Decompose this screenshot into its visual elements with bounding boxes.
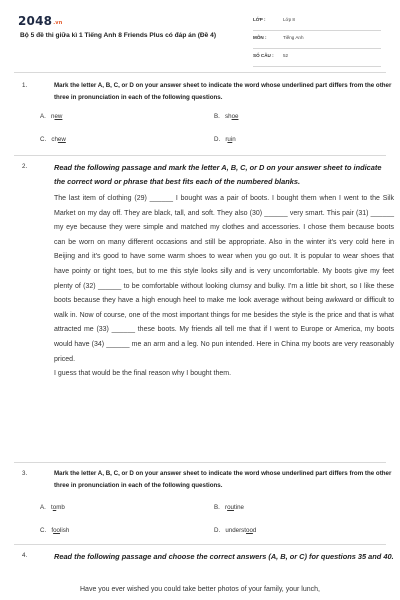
page-header (0, 0, 400, 64)
option-text: tine (233, 504, 244, 511)
question-instruction: Read the following passage and mark the letter A, B, C, or D on your answer sheet to indicate the correct word or phrase that best fits each of the numbered blanks. (54, 163, 382, 186)
divider (14, 462, 386, 463)
option-a[interactable] (40, 113, 62, 120)
option-text: sh (225, 113, 232, 120)
question-instruction: Mark the letter A, B, C, or D on your answer sheet to indicate the word whose underlined part differs from the other three in pronunciation in each of the following questions. (54, 470, 392, 489)
option-d[interactable] (214, 136, 236, 143)
option-a[interactable] (40, 504, 65, 511)
meta-label: MÔN : (253, 35, 267, 40)
option-underlined: oo (53, 527, 60, 534)
meta-row-subject (253, 32, 381, 49)
question-instruction: Read the following passage and choose the correct answers (A, B, or C) for questions 35 and 40. (54, 552, 394, 561)
option-d[interactable] (214, 527, 256, 534)
question-2 (14, 161, 394, 461)
question-number: 3. (22, 470, 28, 477)
option-text: lish (59, 527, 70, 534)
question-number: 1. (22, 82, 28, 89)
option-underlined: o (52, 504, 57, 511)
option-underlined: ou (227, 504, 234, 511)
question-instruction: Mark the letter A, B, C, or D on your answer sheet to indicate the word whose underlined part differs from the other three in pronunciation in each of the following questions. (54, 82, 392, 101)
meta-value: Tiếng Anh (283, 35, 304, 40)
option-text: n (51, 113, 55, 120)
option-letter: D. (214, 527, 221, 534)
option-letter: A. (40, 113, 46, 120)
question-1 (14, 80, 392, 152)
option-text: t (51, 504, 53, 511)
meta-row-class (253, 14, 381, 31)
meta-row-count (253, 50, 381, 67)
question-3 (14, 468, 392, 542)
option-underlined: oo (246, 527, 253, 534)
divider (14, 155, 386, 156)
option-c[interactable] (40, 136, 66, 143)
option-underlined: ew (54, 113, 63, 120)
option-letter: A. (40, 504, 46, 511)
question-4 (14, 550, 394, 600)
meta-value: 52 (283, 53, 289, 58)
option-text: r (225, 136, 228, 143)
option-text: underst (225, 527, 246, 534)
divider (14, 72, 386, 73)
logo-text: 2048 (18, 14, 53, 28)
option-letter: B. (214, 504, 220, 511)
option-text: f (51, 527, 54, 534)
option-text: d (252, 527, 257, 534)
question-number: 2. (22, 163, 28, 170)
option-letter: B. (214, 113, 220, 120)
option-c[interactable] (40, 527, 69, 534)
option-text: ch (51, 136, 58, 143)
option-b[interactable] (214, 113, 238, 120)
passage-closing: I guess that would be the final reason why I bought them. (54, 370, 232, 378)
meta-value: Lớp 8 (283, 17, 295, 22)
option-underlined: ew (57, 136, 66, 143)
reading-passage-start: Have you ever wished you could take better photos of your family, your lunch, (80, 586, 320, 593)
option-b[interactable] (214, 504, 244, 511)
option-letter: D. (214, 136, 221, 143)
option-letter: C. (40, 527, 47, 534)
option-text: mb (56, 504, 65, 511)
meta-label: LỚP : (253, 17, 266, 22)
option-underlined: oe (231, 113, 239, 120)
logo-suffix: .vn (53, 20, 63, 26)
meta-label: SỐ CÂU : (253, 53, 274, 58)
divider (14, 544, 386, 545)
passage-text: The last item of clothing (29) ______ I bought was a pair of boots. I bought them when I went to the Silk Market on my day off. They are black, tall, and soft. They also (30) ______ very smart. This pair (31) ______ my eye because they were simple and matched my clothes and accessories. I chose them because boots can be worn on many different occasions and still be appropriate. Also in the winter it's very cold here in Beijing and it's good to have some warm shoes to wear when you go out. It is popular to wear shoes that have pointy or tight toes, but to me this style looks silly and is very uncomfortable. My boots give my feet plenty of (32) ______ to be comfortable without looking clumsy and bulky. I'm a little bit short, so I like these boots because they have a high enough heel to make me look average without being awkward or difficult to walk in. Now of course, one of the most important things for me besides the style is the price and that is what attracted me (33) ______ these boots. My friends all tell me that if I went to Europe or America, my boots would have (34) ______ me an arm and a leg. No pun intended. Here in China my boots are very reasonably priced. (54, 195, 394, 363)
option-text: r (225, 504, 228, 511)
question-number: 4. (22, 552, 28, 559)
reading-passage (54, 192, 394, 382)
meta-box (253, 14, 381, 68)
option-letter: C. (40, 136, 47, 143)
site-logo[interactable] (18, 14, 63, 28)
option-text: n (232, 136, 236, 143)
option-underlined: ui (227, 136, 233, 143)
document-title: Bộ 5 đề thi giữa kì 1 Tiếng Anh 8 Friends Plus có đáp án (Đề 4) (20, 32, 217, 39)
